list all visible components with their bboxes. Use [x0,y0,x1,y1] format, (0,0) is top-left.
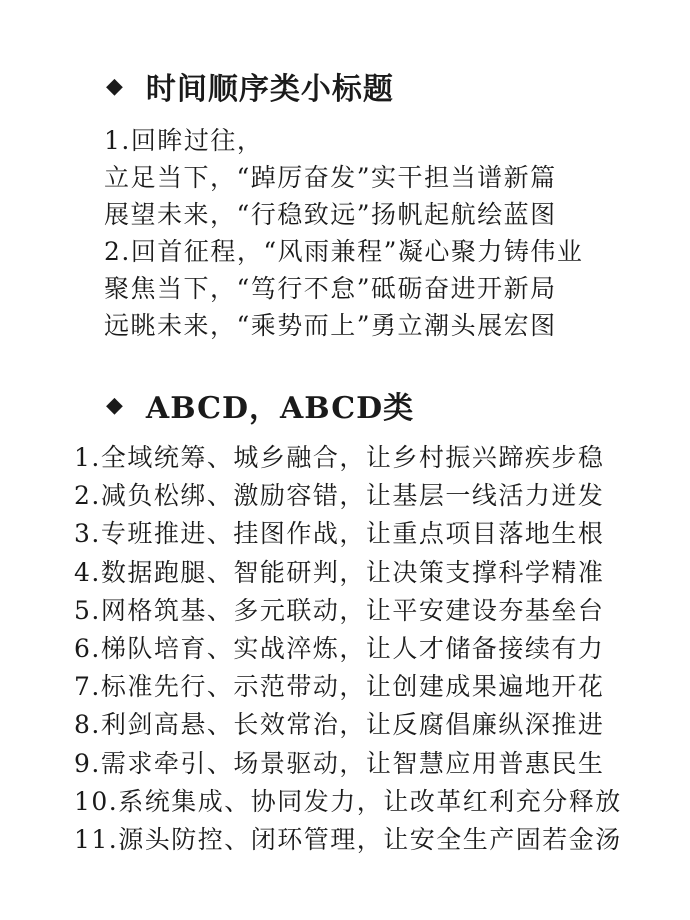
section-heading-time-order [106,64,394,108]
list-line: 6.梯队培育、实战淬炼，让人才储备接续有力 [74,633,605,663]
list-line: 3.专班推进、挂图作战，让重点项目落地生根 [74,519,605,549]
abcd-list [74,439,622,859]
time-order-list [104,122,583,344]
list-line: 8.利剑高悬、长效常治，让反腐倡廉纵深推进 [74,710,605,740]
list-line: 远眺未来，“乘势而上”勇立潮头展宏图 [104,311,557,340]
list-line: 10.系统集成、协同发力，让改革红利充分释放 [74,786,622,816]
list-line: 1.全域统筹、城乡融合，让乡村振兴蹄疾步稳 [74,443,605,472]
list-line: 5.网格筑基、多元联动，让平安建设夯基垒台 [74,595,605,625]
section-title: 时间顺序类小标题 [145,72,394,107]
section-heading-abcd [106,383,414,427]
list-line: 7.标准先行、示范带动，让创建成果遍地开花 [74,672,605,702]
list-line: 9.需求牵引、场景驱动，让智慧应用普惠民生 [74,748,605,778]
list-line: 2.回首征程，“风雨兼程”凝心聚力铸伟业 [104,237,584,266]
list-line: 2.减负松绑、激励容错，让基层一线活力迸发 [74,481,605,511]
diamond-bullet-icon: ◆ [106,392,124,418]
list-line: 11.源头防控、闭环管理，让安全生产固若金汤 [74,824,622,854]
list-line: 展望未来，“行稳致远”扬帆起航绘蓝图 [104,200,557,229]
list-line: 1.回眸过往， [104,126,264,155]
list-line: 立足当下，“踔厉奋发”实干担当谱新篇 [104,163,557,192]
list-line: 4.数据跑腿、智能研判，让决策支撑科学精准 [74,557,605,587]
section-title: ABCD，ABCD类 [145,391,415,426]
list-line: 聚焦当下，“笃行不怠”砥砺奋进开新局 [104,274,557,303]
diamond-bullet-icon: ◆ [106,73,124,99]
